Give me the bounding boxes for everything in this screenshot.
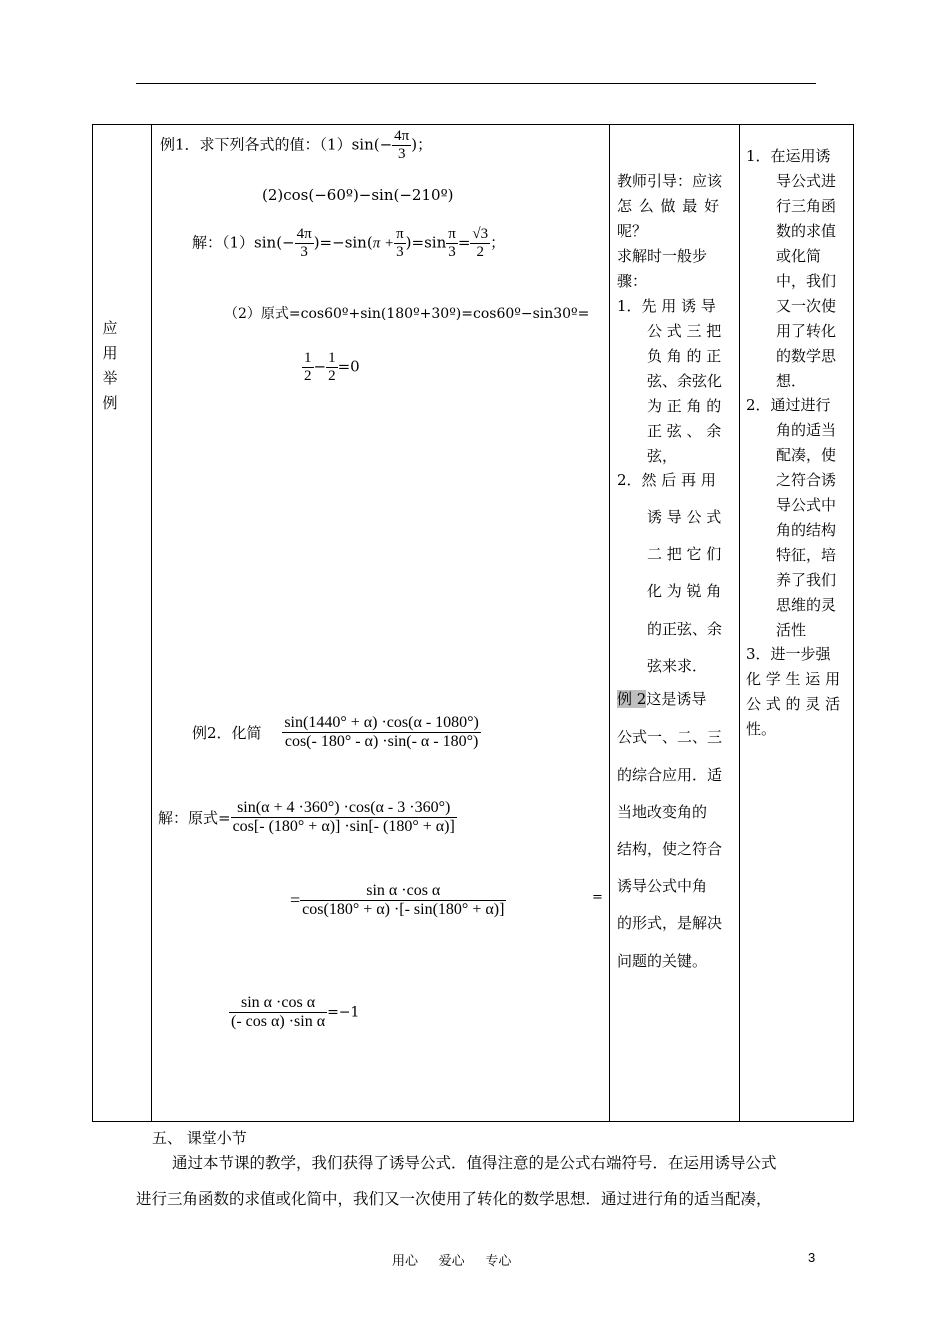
- example-2-label: 例2．化简: [192, 724, 262, 742]
- intent-line: 之符合诱: [776, 471, 837, 489]
- table-divider-2: [609, 124, 610, 1122]
- intent-line: 角的适当: [776, 421, 837, 439]
- fraction: [394, 226, 406, 261]
- guidance-line: 这是诱导: [646, 690, 707, 708]
- intent-line: 公 式 的 灵 活: [746, 695, 841, 713]
- fraction-denominator: 3: [397, 146, 406, 162]
- guidance-line: 弦，: [647, 447, 678, 465]
- section-paragraph-line-1: 通过本节课的教学，我们获得了诱导公式．值得注意的是公式右端符号．在运用诱导公式: [172, 1154, 777, 1172]
- example-1-part2: (2)cos(−60º)−sin(−210º): [262, 186, 454, 204]
- guidance-line: 怎 么 做 最 好: [617, 197, 721, 215]
- equals-sign: =: [290, 890, 301, 910]
- section-heading: 五、 课堂小节: [152, 1129, 247, 1147]
- solution-1-prefix: 解：（1）sin(−: [192, 233, 295, 252]
- intent-line: 2．通过进行: [746, 396, 831, 414]
- example-2-expression: [282, 714, 481, 751]
- intent-line: 用了转化: [776, 322, 837, 340]
- solution-1-line: [192, 226, 505, 261]
- fraction-numerator: sin α ·cos α: [229, 994, 327, 1013]
- fraction-denominator: cos(180° + α) ·[- sin(180° + α)]: [302, 901, 505, 918]
- fraction-numerator: π: [396, 226, 404, 242]
- fraction: [326, 350, 338, 385]
- guidance-line: 弦来求．: [647, 657, 708, 675]
- fraction-numerator: 4π: [394, 128, 410, 144]
- example-2-solution-1: [158, 799, 457, 836]
- guidance-line: 骤：: [617, 272, 648, 290]
- fraction-numerator: π: [448, 226, 456, 242]
- fraction-denominator: cos(- 180° - α) ·sin(- α - 180°): [284, 733, 479, 750]
- intent-line: 活性: [776, 621, 807, 639]
- table-divider-1: [151, 124, 152, 1122]
- guidance-line: 公式一、二、三: [617, 728, 723, 746]
- page-number: 3: [808, 1250, 816, 1265]
- guidance-line: 正 弦 、 余: [647, 422, 722, 440]
- fraction: [470, 226, 490, 261]
- intent-line: 思维的灵: [776, 596, 837, 614]
- guidance-line: 诱导公式中角: [617, 877, 708, 895]
- intent-line: 或化简: [776, 247, 822, 265]
- fraction-numerator: 4π: [296, 226, 312, 242]
- guidance-line: 呢？: [617, 222, 648, 240]
- fraction-denominator: 3: [448, 244, 456, 260]
- solution-2-result: [302, 350, 360, 385]
- fraction-4pi-3: [392, 128, 411, 163]
- fraction-denominator: 2: [476, 244, 485, 260]
- fraction-numerator: sin α ·cos α: [300, 882, 506, 901]
- intent-line: 想．: [776, 372, 807, 390]
- guidance-line: 的正弦、余: [647, 620, 723, 638]
- guidance-line: 弦、余弦化: [647, 372, 723, 390]
- fraction-denominator: 2: [328, 368, 336, 384]
- guidance-line: 求解时一般步: [617, 247, 708, 265]
- equals-sign: =: [457, 233, 471, 252]
- guidance-line: 公 式 三 把: [647, 322, 722, 340]
- example-2-highlight: 例 2: [617, 690, 647, 708]
- intent-line: 导公式进: [776, 172, 837, 190]
- solution-1-mid: )=−sin(: [313, 233, 373, 252]
- example-2-note-first: [617, 688, 706, 709]
- row-label-text: 应用举例: [102, 319, 118, 412]
- intent-line: 性。: [746, 720, 777, 738]
- intent-line: 特征，培: [776, 546, 837, 564]
- result-text: =0: [337, 357, 360, 376]
- intent-line: 配凑，使: [776, 446, 837, 464]
- fraction-numerator: 1: [304, 350, 312, 366]
- intent-line: 数的求值: [776, 222, 837, 240]
- guidance-line: 当地改变角的: [617, 803, 708, 821]
- fraction: [229, 994, 327, 1031]
- fraction-numerator: √3: [472, 226, 489, 242]
- example-2-solution-3: [229, 994, 359, 1031]
- table-border-left: [92, 124, 93, 1122]
- intent-line: 角的结构: [776, 521, 837, 539]
- fraction-denominator: 3: [396, 244, 404, 260]
- guidance-line: 的形式，是解决: [617, 914, 723, 932]
- fraction-numerator: sin(1440° + α) ·cos(α - 1080°): [284, 714, 479, 731]
- guidance-line: 2．然 后 再 用: [617, 471, 716, 489]
- solution-prefix: 解：原式=: [158, 809, 231, 827]
- solution-2-line: （2）原式=cos60º+sin(180º+30º)=cos60º−sin30º=: [224, 306, 590, 322]
- fraction: [302, 350, 314, 385]
- solution-1-mid2: )=sin: [405, 233, 447, 252]
- footer-motto: 用心 爱心 专心: [392, 1254, 512, 1269]
- guidance-line: 诱 导 公 式: [647, 508, 722, 526]
- example-2-solution-2: [290, 882, 506, 919]
- fraction: [295, 226, 314, 261]
- minus-sign: −: [313, 357, 327, 376]
- fraction: [300, 882, 506, 919]
- intent-line: 3．进一步强: [746, 645, 831, 663]
- example-1-prefix: 例1．求下列各式的值：（1）sin(−: [160, 135, 393, 154]
- table-border-right: [853, 124, 854, 1122]
- row-label: [100, 316, 120, 416]
- fraction-numerator: 1: [328, 350, 336, 366]
- guidance-line: 1．先 用 诱 导: [617, 297, 716, 315]
- table-divider-3: [739, 124, 740, 1122]
- fraction: [446, 226, 458, 261]
- guidance-line: 为 正 角 的: [647, 397, 722, 415]
- fraction-denominator: cos[- (180° + α)] ·sin[- (180° + α)]: [232, 818, 455, 835]
- guidance-line: 问题的关键。: [617, 952, 708, 970]
- example-2-title: [192, 714, 481, 751]
- intent-line: 养了我们: [776, 571, 837, 589]
- trailing-equals: =: [592, 890, 603, 905]
- intent-line: 又一次使: [776, 297, 837, 315]
- fraction-denominator: (- cos α) ·sin α: [231, 1013, 326, 1030]
- solution-1-end: ；: [490, 233, 506, 252]
- fraction-numerator: sin(α + 4 ·360°) ·cos(α - 3 ·360°): [231, 799, 457, 818]
- header-rule: [136, 83, 816, 84]
- example-1-title: [160, 128, 432, 163]
- guidance-line: 二 把 它 们: [647, 545, 722, 563]
- intent-line: 中，我们: [776, 272, 837, 290]
- guidance-line: 的综合应用．适: [617, 766, 723, 784]
- fraction-denominator: 2: [304, 368, 312, 384]
- guidance-line: 教师引导：应该: [617, 172, 723, 190]
- intent-line: 化 学 生 运 用: [746, 670, 841, 688]
- guidance-line: 化 为 锐 角: [647, 582, 722, 600]
- result-text: =−1: [327, 1004, 360, 1021]
- example-1-tail: )；: [411, 135, 433, 154]
- intent-line: 的数学思: [776, 347, 837, 365]
- fraction: [231, 799, 457, 836]
- pi-symbol: π +: [372, 235, 395, 252]
- intent-line: 行三角函: [776, 197, 837, 215]
- section-paragraph-line-2: 进行三角函数的求值或化简中，我们又一次使用了转化的数学思想．通过进行角的适当配凑，: [136, 1190, 772, 1208]
- intent-line: 1．在运用诱: [746, 147, 831, 165]
- guidance-line: 负 角 的 正: [647, 347, 722, 365]
- guidance-line: 结构，使之符合: [617, 840, 723, 858]
- fraction-denominator: 3: [300, 244, 308, 260]
- intent-line: 导公式中: [776, 496, 837, 514]
